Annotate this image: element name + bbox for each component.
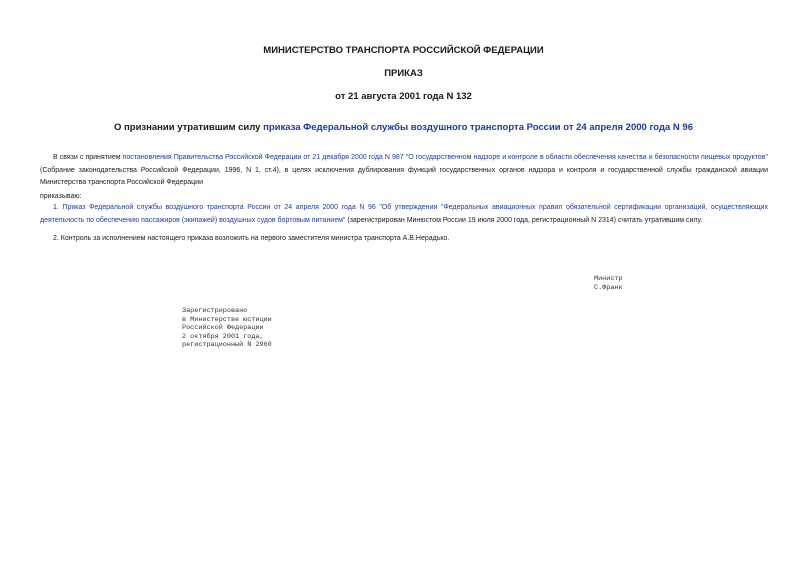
document-type: ПРИКАЗ (384, 68, 423, 79)
preamble-link[interactable]: постановления Правительства Российской Федерации от 21 декабря 2000 года N 987 "О государственном надзоре и контроле в области обеспечения качества и безопасности пищевых продуктов" (122, 154, 768, 161)
registration-line: в Министерстве юстиции (182, 315, 272, 324)
order-item-2: 2. Контроль за исполнением настоящего приказа возложить на первого заместителя министра транспорта А.В.Нерадько. (53, 235, 450, 242)
preamble-suffix: (Собрание законодательства Российской Федерации, 1996, N 1, ст.4), в целях исключения дублирования функций государственных органов надзора и контроля и государственной службы гражданской авиации Министерства транспорта Российской Федерации (40, 166, 768, 186)
registration-line: Зарегистрировано (182, 307, 248, 315)
item-1-suffix: (зарегистрирован Минюстом России 19 июля 2000 года, регистрационный N 2314) считать утратившим силу. (345, 216, 703, 224)
order-word: приказываю: (40, 193, 82, 200)
registration-line: 2 октября 2001 года, (182, 332, 264, 341)
subject-link[interactable]: приказа Федеральной службы воздушного транспорта России от 24 апреля 2000 года N 96 (263, 122, 693, 133)
preamble-prefix: В связи с принятием (53, 154, 123, 161)
date-number: от 21 августа 2001 года N 132 (335, 91, 472, 102)
signature-title: Министр (594, 275, 623, 283)
registration-line: регистрационный N 2960 (182, 341, 272, 350)
ministry-heading: МИНИСТЕРСТВО ТРАНСПОРТА РОССИЙСКОЙ ФЕДЕРАЦИИ (263, 45, 544, 56)
preamble-paragraph (40, 152, 768, 190)
document-subject (0, 122, 807, 133)
item-1-prefix: 1. (53, 204, 63, 211)
registration-block (182, 307, 272, 350)
subject-prefix: О признании утратившим силу (114, 122, 264, 133)
registration-line: Российской Федерации (182, 324, 264, 333)
signature-block (594, 275, 623, 292)
signature-name: С.Франк (594, 283, 623, 292)
item-1-link[interactable]: Приказ Федеральной службы воздушного транспорта России от 24 апреля 2000 года N 96 "Об утверждении "Федеральных авиационных правил обязательной сертификации организаций, осуществляющих деятельность по обеспечению пассажиров (экипажей) воздушных судов бортовым питанием" (40, 204, 768, 224)
order-item-1 (40, 202, 768, 227)
